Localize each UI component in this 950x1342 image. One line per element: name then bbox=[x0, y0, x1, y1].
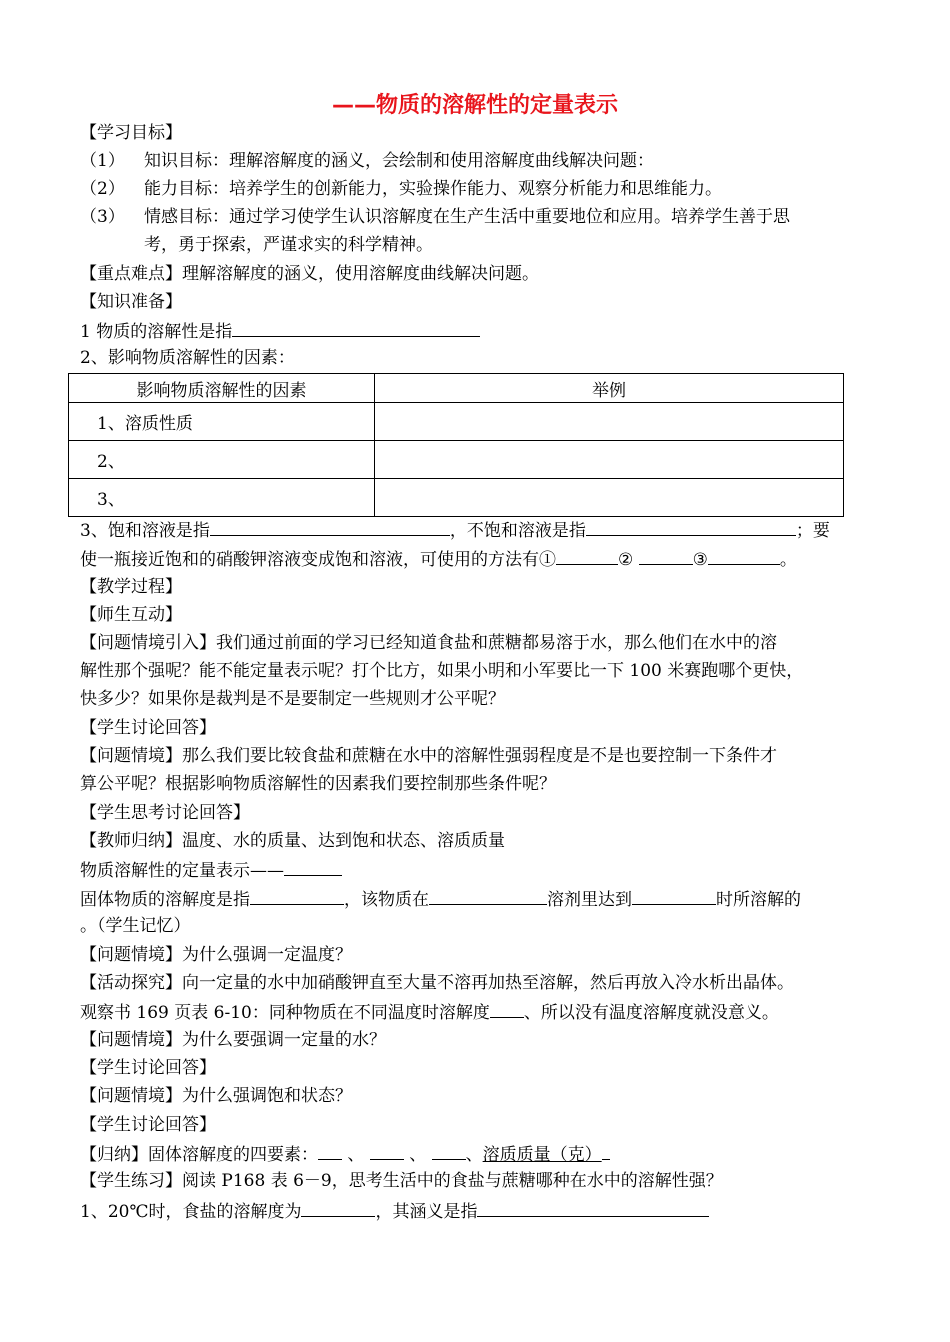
definition-line-2: 。（学生记忆） bbox=[80, 916, 191, 936]
objective-num: （1） bbox=[80, 151, 125, 171]
interaction-heading: 【师生互动】 bbox=[80, 605, 182, 625]
answer-blank[interactable] bbox=[639, 546, 693, 565]
answer-blank[interactable] bbox=[490, 999, 524, 1018]
student-exercise: 【学生练习】阅读 P168 表 6－9，思考生活中的食盐与蔗糖哪种在水中的溶解性强？ bbox=[80, 1171, 723, 1191]
table-row bbox=[69, 403, 844, 441]
intro-line-3: 快多少？如果你是裁判是不是要制定一些规则才公平呢？ bbox=[80, 689, 505, 709]
question-3-line-1 bbox=[80, 517, 830, 543]
answer-blank[interactable] bbox=[232, 318, 480, 337]
table-header-factor: 影响物质溶解性的因素 bbox=[69, 374, 375, 403]
objective-text: 知识目标：理解溶解度的涵义，会绘制和使用溶解度曲线解决问题： bbox=[144, 151, 654, 171]
objective-num: （2） bbox=[80, 179, 125, 199]
table-cell-factor: 1、溶质性质 bbox=[69, 403, 375, 441]
definition-text-a: 固体物质的溶解度是指 bbox=[80, 890, 250, 910]
q3-marker-3: ③ bbox=[692, 550, 708, 570]
discussion-1: 【学生讨论回答】 bbox=[80, 718, 216, 738]
elements-sep: 、 bbox=[347, 1145, 365, 1165]
definition-line-1 bbox=[80, 886, 801, 912]
objective-item-2 bbox=[80, 177, 722, 201]
table-row bbox=[69, 479, 844, 517]
elements-sep: 、 bbox=[409, 1145, 427, 1165]
teacher-summary: 【教师归纳】温度、水的质量、达到饱和状态、溶质质量 bbox=[80, 831, 505, 851]
key-points: 【重点难点】理解溶解度的涵义，使用溶解度曲线解决问题。 bbox=[80, 264, 539, 284]
q3-end: 。 bbox=[779, 550, 797, 570]
answer-blank[interactable] bbox=[250, 886, 344, 905]
table-header-example: 举例 bbox=[375, 374, 844, 403]
table-cell-example[interactable] bbox=[375, 479, 844, 517]
q3-marker-2: ② bbox=[618, 550, 634, 570]
elements-sep: 、 bbox=[465, 1145, 483, 1165]
answer-blank[interactable] bbox=[477, 1198, 709, 1217]
table-row bbox=[69, 441, 844, 479]
answer-blank[interactable] bbox=[432, 1141, 466, 1160]
discussion-2: 【学生讨论回答】 bbox=[80, 1058, 216, 1078]
page-title: ——物质的溶解性的定量表示 bbox=[331, 93, 618, 118]
table-cell-example[interactable] bbox=[375, 403, 844, 441]
definition-text-b: ，该物质在 bbox=[344, 890, 429, 910]
objectives-heading: 【学习目标】 bbox=[80, 123, 182, 143]
factors-table bbox=[68, 373, 844, 517]
objective-item-1 bbox=[80, 149, 654, 173]
definition-text-c: 溶剂里达到 bbox=[547, 890, 632, 910]
table-cell-factor: 3、 bbox=[69, 479, 375, 517]
intro-line-2: 解性那个强呢？能不能定量表示呢？打个比方，如果小明和小军要比一下 100 米赛跑哪个更快， bbox=[80, 661, 804, 681]
answer-blank[interactable] bbox=[301, 1198, 375, 1217]
answer-blank-tail bbox=[602, 1141, 610, 1160]
discussion-3: 【学生讨论回答】 bbox=[80, 1115, 216, 1135]
quant-text: 物质溶解性的定量表示—— bbox=[80, 861, 284, 881]
answer-blank[interactable] bbox=[210, 517, 450, 536]
table-header-row bbox=[69, 374, 844, 403]
intro-line-1: 【问题情境引入】我们通过前面的学习已经知道食盐和蔗糖都易溶于水，那么他们在水中的溶 bbox=[80, 633, 777, 653]
think-discuss: 【学生思考讨论回答】 bbox=[80, 803, 250, 823]
answer-blank[interactable] bbox=[370, 1141, 404, 1160]
table-cell-example[interactable] bbox=[375, 441, 844, 479]
observe-text-a: 观察书 169 页表 6-10：同种物质在不同温度时溶解度 bbox=[80, 1003, 490, 1023]
answer-blank[interactable] bbox=[586, 517, 796, 536]
exercise-1-text-a: 1、20℃时，食盐的溶解度为 bbox=[80, 1202, 302, 1222]
exercise-1 bbox=[80, 1198, 709, 1224]
answer-blank[interactable] bbox=[284, 857, 342, 876]
answer-blank[interactable] bbox=[318, 1141, 342, 1160]
question-water: 【问题情境】为什么要强调一定量的水？ bbox=[80, 1030, 386, 1050]
prep-heading: 【知识准备】 bbox=[80, 292, 182, 312]
prep-question-1 bbox=[80, 318, 480, 344]
elements-text: 【归纳】固体溶解度的四要素： bbox=[80, 1145, 318, 1165]
q3-text-c: ；要 bbox=[795, 521, 830, 541]
process-heading: 【教学过程】 bbox=[80, 577, 182, 597]
observe-text-b: 、所以没有温度溶解度就没意义。 bbox=[523, 1003, 779, 1023]
q3-text-b: ，不饱和溶液是指 bbox=[449, 521, 586, 541]
table-cell-factor: 2、 bbox=[69, 441, 375, 479]
question-temperature: 【问题情境】为什么强调一定温度？ bbox=[80, 945, 352, 965]
question-saturation: 【问题情境】为什么强调饱和状态？ bbox=[80, 1086, 352, 1106]
exercise-1-text-b: ，其涵义是指 bbox=[375, 1202, 478, 1222]
q3-text-line2: 使一瓶接近饱和的硝酸钾溶液变成饱和溶液，可使用的方法有① bbox=[80, 550, 556, 570]
objective-item-3-continued: 考，勇于探索，严谨求实的科学精神。 bbox=[144, 235, 433, 255]
objective-text: 情感目标：通过学习使学生认识溶解度在生产生活中重要地位和应用。培养学生善于思 bbox=[144, 207, 790, 227]
four-elements bbox=[80, 1141, 610, 1167]
elements-last: 溶质质量（克） bbox=[482, 1145, 602, 1165]
observe-line bbox=[80, 999, 779, 1025]
prep-question-2: 2、影响物质溶解性的因素： bbox=[80, 348, 295, 368]
answer-blank[interactable] bbox=[708, 546, 780, 565]
situation-line-2: 算公平呢？根据影响物质溶解性的因素我们要控制那些条件呢？ bbox=[80, 774, 556, 794]
answer-blank[interactable] bbox=[632, 886, 716, 905]
activity-explore: 【活动探究】向一定量的水中加硝酸钾直至大量不溶再加热至溶解，然后再放入冷水析出晶体。 bbox=[80, 973, 794, 993]
prep-question-1-text: 1 物质的溶解性是指 bbox=[80, 322, 233, 342]
situation-line-1: 【问题情境】那么我们要比较食盐和蔗糖在水中的溶解性强弱程度是不是也要控制一下条件才 bbox=[80, 746, 777, 766]
answer-blank[interactable] bbox=[429, 886, 547, 905]
quant-line bbox=[80, 857, 342, 883]
question-3-line-2 bbox=[80, 546, 797, 572]
objective-text: 能力目标：培养学生的创新能力，实验操作能力、观察分析能力和思维能力。 bbox=[144, 179, 722, 199]
definition-text-d: 时所溶解的 bbox=[716, 890, 801, 910]
objective-num: （3） bbox=[80, 207, 125, 227]
answer-blank[interactable] bbox=[556, 546, 618, 565]
objective-item-3 bbox=[80, 205, 790, 229]
q3-text-a: 3、饱和溶液是指 bbox=[80, 521, 210, 541]
